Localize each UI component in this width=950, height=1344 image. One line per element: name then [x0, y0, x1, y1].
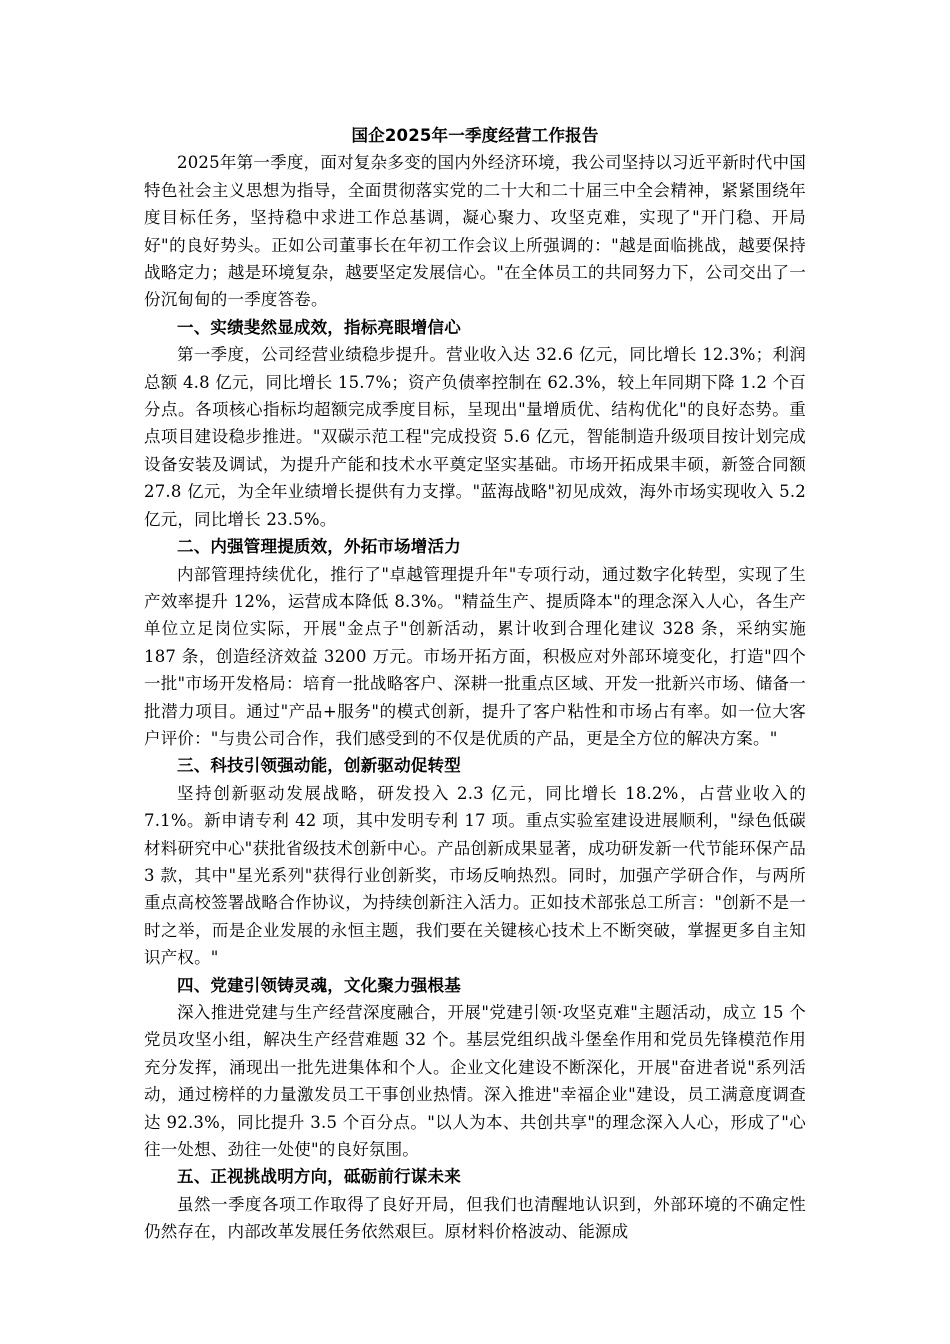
section-2-paragraph: 内部管理持续优化，推行了"卓越管理提升年"专项行动，通过数字化转型，实现了生产效率提升 12%，运营成本降低 8.3%。"精益生产、提质降本"的理念深入人心，各生产单位立足岗位实际，开展"金点子"创新活动，累计收到合理化建议 328 条，采纳实施 187 条，创造经济效益 3200 万元。市场开拓方面，积极应对外部环境变化，打造"四个一批"市场开发格局：培育一批战略客户、深耕一批重点区域、开发一批新兴市场、储备一批潜力项目。通过"产品+服务"的模式创新，提升了客户粘性和市场占有率。如一位大客户评价："与贵公司合作，我们感受到的不仅是优质的产品，更是全方位的解决方案。": [144, 564, 806, 748]
section-4-heading: 四、党建引领铸灵魂，文化聚力强根基: [177, 975, 461, 995]
section-5-paragraph: 虽然一季度各项工作取得了良好开局，但我们也清醒地认识到，外部环境的不确定性仍然存在，内部改革发展任务依然艰巨。原材料价格波动、能源成: [144, 1194, 806, 1242]
report-title: 国企2025年一季度经营工作报告: [351, 126, 599, 145]
section-2-heading: 二、内强管理提质效，外拓市场增活力: [177, 537, 461, 557]
section-1-heading: 一、实绩斐然显成效，指标亮眼增信心: [177, 317, 461, 337]
section-5-heading: 五、正视挑战明方向，砥砺前行谋未来: [177, 1167, 461, 1187]
section-4-paragraph: 深入推进党建与生产经营深度融合，开展"党建引领·攻坚克难"主题活动，成立 15 个党员攻坚小组，解决生产经营难题 32 个。基层党组织战斗堡垒作用和党员先锋模范作用充分发挥，涌现出一批先进集体和个人。企业文化建设不断深化，开展"奋进者说"系列活动，通过榜样的力量激发员工干事创业热情。深入推进"幸福企业"建设，员工满意度调查达 92.3%，同比提升 3.5 个百分点。"以人为本、共创共享"的理念深入人心，形成了"心往一处想、劲往一处使"的良好氛围。: [144, 1003, 806, 1160]
section-3-paragraph: 坚持创新驱动发展战略，研发投入 2.3 亿元，同比增长 18.2%，占营业收入的 7.1%。新申请专利 42 项，其中发明专利 17 项。重点实验室建设进展顺利，"绿色低碳材料研究中心"获批省级技术创新中心。产品创新成果显著，成功研发新一代节能环保产品 3 款，其中"星光系列"获得行业创新奖，市场反响热烈。同时，加强产学研合作，与两所重点高校签署战略合作协议，为持续创新注入活力。正如技术部张总工所言："创新不是一时之举，而是企业发展的永恒主题，我们要在关键核心技术上不断突破，掌握更多自主知识产权。": [144, 783, 806, 968]
intro-paragraph: 2025年第一季度，面对复杂多变的国内外经济环境，我公司坚持以习近平新时代中国特色社会主义思想为指导，全面贯彻落实党的二十大和二十届三中全会精神，紧紧围绕年度目标任务，坚持稳中求进工作总基调，凝心聚力、攻坚克难，实现了"开门稳、开局好"的良好势头。正如公司董事长在年初工作会议上所强调的："越是面临挑战，越要保持战略定力；越是环境复杂，越要坚定发展信心。"在全体员工的共同努力下，公司交出了一份沉甸甸的一季度答卷。: [144, 153, 806, 310]
section-3-heading: 三、科技引领强动能，创新驱动促转型: [177, 756, 461, 776]
section-1-paragraph: 第一季度，公司经营业绩稳步提升。营业收入达 32.6 亿元，同比增长 12.3%；利润总额 4.8 亿元，同比增长 15.7%；资产负债率控制在 62.3%，较上年同期下降 1.2 个百分点。各项核心指标均超额完成季度目标，呈现出"量增质优、结构优化"的良好态势。重点项目建设稳步推进。"双碳示范工程"完成投资 5.6 亿元，智能制造升级项目按计划完成设备安装及调试，为提升产能和技术水平奠定坚实基础。市场开拓成果丰硕，新签合同额 27.8 亿元，为全年业绩增长提供有力支撑。"蓝海战略"初见成效，海外市场实现收入 5.2 亿元，同比增长 23.5%。: [144, 345, 806, 529]
report-page: [144, 122, 806, 1246]
